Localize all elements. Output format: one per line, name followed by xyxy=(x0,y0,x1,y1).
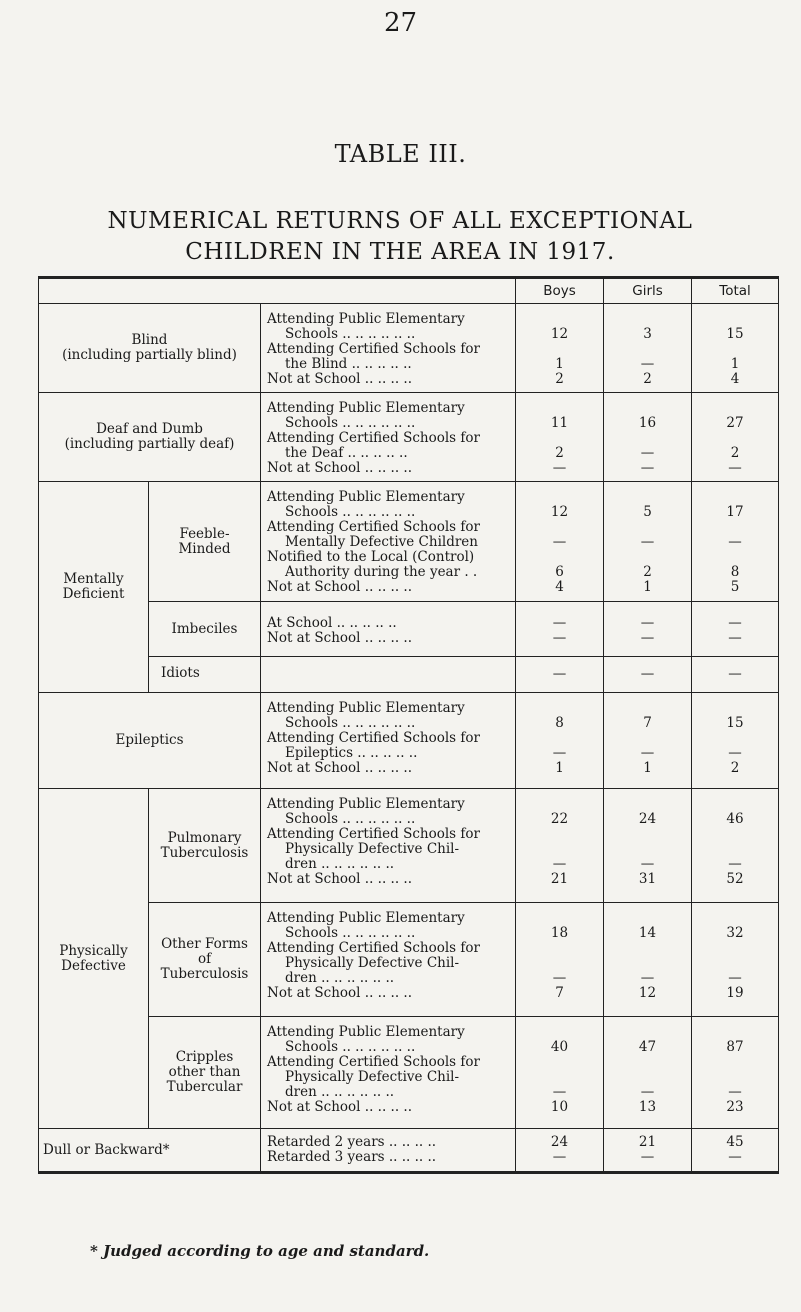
desc-feeble-minded: Attending Public Elementary Schools .. .. .. .. .. .. Attending Certified Schools for Mentally Defective Children Notified to the Local (Control) Authority during the year . . Not at School .. .. .. .. xyxy=(261,482,516,602)
desc-cripples: Attending Public Elementary Schools .. .. .. .. .. .. Attending Certified Schools for Physically Defective Chil- dren .. .. .. .. .. .. Not at School .. .. .. .. xyxy=(261,1017,516,1129)
subcategory-label: other than xyxy=(168,1064,241,1080)
boys-deaf: 11 2 — xyxy=(516,393,604,482)
desc-blind: Attending Public Elementary Schools .. .. .. .. .. .. Attending Certified Schools for the Blind .. .. .. .. .. Not at School .. .. .. .. xyxy=(261,304,516,393)
girls-other-tb: 14 — 12 xyxy=(604,903,692,1017)
girls-blind: 3 — 2 xyxy=(604,304,692,393)
total-pulmonary-tb: 46 — 52 xyxy=(692,789,779,903)
desc-pulmonary-tb: Attending Public Elementary Schools .. .. .. .. .. .. Attending Certified Schools for Physically Defective Chil- dren .. .. .. .. .. .. Not at School .. .. .. .. xyxy=(261,789,516,903)
row-deaf xyxy=(39,393,779,482)
girls-imbeciles: — — xyxy=(604,602,692,657)
boys-cripples: 40 — 10 xyxy=(516,1017,604,1129)
subcategory-cripples xyxy=(149,1017,261,1129)
boys-idiots: — xyxy=(516,657,604,693)
subcategory-label: Other Forms xyxy=(161,936,248,952)
page-number: 27 xyxy=(383,8,418,38)
girls-feeble-minded: 5 — 2 1 xyxy=(604,482,692,602)
total-other-tb: 32 — 19 xyxy=(692,903,779,1017)
desc-other-tb: Attending Public Elementary Schools .. .. .. .. .. .. Attending Certified Schools for Physically Defective Chil- dren .. .. .. .. .. .. Not at School .. .. .. .. xyxy=(261,903,516,1017)
boys-dull-backward: 24 — xyxy=(516,1129,604,1173)
header-total: Total xyxy=(692,278,779,304)
header-blank xyxy=(39,278,516,304)
girls-idiots: — xyxy=(604,657,692,693)
subcategory-label: Minded xyxy=(178,540,231,557)
desc-deaf: Attending Public Elementary Schools .. .. .. .. .. .. Attending Certified Schools for the Deaf .. .. .. .. .. Not at School .. .. .. .. xyxy=(261,393,516,482)
total-epileptics: 15 — 2 xyxy=(692,693,779,789)
total-feeble-minded: 17 — 8 5 xyxy=(692,482,779,602)
header-girls: Girls xyxy=(604,278,692,304)
subcategory-label: of xyxy=(197,951,212,967)
category-physically-defective xyxy=(39,789,149,1129)
desc-dull-backward: Retarded 2 years .. .. .. .. Retarded 3 years .. .. .. .. xyxy=(261,1129,516,1173)
row-epileptics xyxy=(39,693,779,789)
subcategory-label: Tubercular xyxy=(166,1079,243,1095)
category-blind xyxy=(39,304,261,393)
boys-other-tb: 18 — 7 xyxy=(516,903,604,1017)
subcategory-other-tb xyxy=(149,903,261,1017)
row-other-tb xyxy=(39,903,779,1017)
category-epileptics: Epileptics xyxy=(39,693,261,789)
row-dull-backward xyxy=(39,1129,779,1173)
desc-imbeciles: At School .. .. .. .. .. Not at School .. .. .. .. xyxy=(261,602,516,657)
row-imbeciles xyxy=(39,602,779,657)
header-row xyxy=(39,278,779,304)
girls-deaf: 16 — — xyxy=(604,393,692,482)
returns-table xyxy=(38,276,779,1174)
row-blind xyxy=(39,304,779,393)
boys-feeble-minded: 12 — 6 4 xyxy=(516,482,604,602)
category-label: Blind xyxy=(131,332,168,348)
category-mentally-deficient xyxy=(39,482,149,693)
boys-pulmonary-tb: 22 — 21 xyxy=(516,789,604,903)
header-boys: Boys xyxy=(516,278,604,304)
footnote: * Judged according to age and standard. xyxy=(90,1242,430,1260)
girls-pulmonary-tb: 24 — 31 xyxy=(604,789,692,903)
girls-cripples: 47 — 13 xyxy=(604,1017,692,1129)
table-title: TABLE III. xyxy=(334,140,467,168)
subcategory-pulmonary-tb xyxy=(149,789,261,903)
subcategory-label: Feeble- xyxy=(179,525,230,542)
heading-line-2: CHILDREN IN THE AREA IN 1917. xyxy=(185,239,615,265)
category-label: Deaf and Dumb xyxy=(96,421,203,437)
total-dull-backward: 45 — xyxy=(692,1129,779,1173)
boys-imbeciles: — — xyxy=(516,602,604,657)
table-heading xyxy=(20,206,780,268)
total-imbeciles: — — xyxy=(692,602,779,657)
row-idiots xyxy=(39,657,779,693)
total-idiots: — xyxy=(692,657,779,693)
category-dull-backward: Dull or Backward* xyxy=(39,1129,261,1173)
desc-epileptics: Attending Public Elementary Schools .. .. .. .. .. .. Attending Certified Schools for Epileptics .. .. .. .. .. Not at School .. .. .. .. xyxy=(261,693,516,789)
subcategory-idiots: Idiots xyxy=(149,657,261,693)
subcategory-label: Cripples xyxy=(175,1049,234,1065)
category-label: Physically xyxy=(59,942,128,959)
subcategory-label: Tuberculosis xyxy=(160,966,249,982)
category-label: Defective xyxy=(61,957,126,974)
total-cripples: 87 — 23 xyxy=(692,1017,779,1129)
row-pulmonary-tb xyxy=(39,789,779,903)
subcategory-imbeciles: Imbeciles xyxy=(149,602,261,657)
subcategory-label: Pulmonary xyxy=(167,829,242,846)
category-label: Mentally xyxy=(63,571,124,587)
boys-epileptics: 8 — 1 xyxy=(516,693,604,789)
category-sublabel: (including partially deaf) xyxy=(64,436,235,452)
category-label: Deficient xyxy=(62,586,125,602)
heading-line-1: NUMERICAL RETURNS OF ALL EXCEPTIONAL xyxy=(107,208,693,234)
row-cripples xyxy=(39,1017,779,1129)
row-feeble-minded xyxy=(39,482,779,602)
subcategory-label: Tuberculosis xyxy=(160,844,249,861)
boys-blind: 12 1 2 xyxy=(516,304,604,393)
girls-epileptics: 7 — 1 xyxy=(604,693,692,789)
total-blind: 15 1 4 xyxy=(692,304,779,393)
total-deaf: 27 2 — xyxy=(692,393,779,482)
subcategory-feeble-minded xyxy=(149,482,261,602)
girls-dull-backward: 21 — xyxy=(604,1129,692,1173)
desc-idiots xyxy=(261,657,516,693)
category-sublabel: (including partially blind) xyxy=(62,347,237,363)
category-deaf xyxy=(39,393,261,482)
